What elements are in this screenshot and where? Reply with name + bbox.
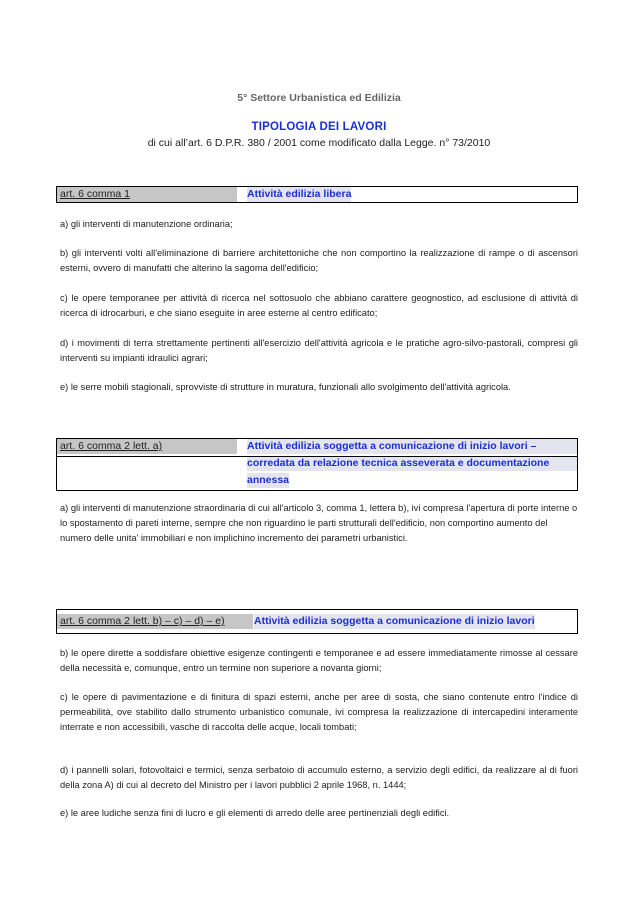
section-1-paragraph-c: c) le opere temporanee per attività di ricerca nel sottosuolo che abbiano carattere geognostico, ad esclusione di attività di ricerca di idrocarburi, e che siano eseguite in aree esterne al centro edificato; [60,293,578,318]
section-3-ref: art. 6 comma 2 lett. b) – c) – d) – e) [60,615,225,627]
section-1-paragraph-e: e) le serre mobili stagionali, sprovviste di strutture in muratura, funzionali allo svolgimento dell'attività agricola. [60,382,511,392]
section-1-title [247,187,351,202]
section-2-rule [57,456,577,457]
section-3-paragraph-c: c) le opere di pavimentazione e di finitura di spazi esterni, anche per aree di sosta, che siano contenute entro l'indice di permeabilità, ove stabilito dallo strumento urbanistico comunale, ivi compresa la realizzazione di intercapedini interamente interrate e non accessibili, vasche di raccolta delle acque, locali tombati; [60,692,578,732]
section-3-header [56,609,578,634]
section-1-ref: art. 6 comma 1 [60,188,131,200]
section-1-title-line: Attività edilizia libera [247,188,352,200]
section-3-ref-cell [57,614,253,629]
section-1-paragraph-a: a) gli interventi di manutenzione ordinaria; [60,219,233,229]
section-2-header [56,438,578,491]
section-2-title-line: Attività edilizia soggetta a comunicazione di inizio lavori – [247,439,577,454]
sector-heading: 5° Settore Urbanistica ed Edilizia [237,92,401,104]
section-3-title [254,614,535,629]
section-3-paragraph-e: e) le aree ludiche senza fini di lucro e gli elementi di arredo delle aree pertinenziali degli edifici. [60,808,450,818]
section-2-title [247,439,577,488]
section-2-title-line: annessa [247,474,290,486]
section-2-ref: art. 6 comma 2 lett. a) [60,440,163,452]
section-3-paragraph-b: b) le opere dirette a soddisfare obiettive esigenze contingenti e temporanee e ad essere immediatamente rimosse al cessare della necessità e, comunque, entro un termine non superiore a novanta giorni; [60,648,578,673]
section-3-paragraph-d: d) i pannelli solari, fotovoltaici e termici, senza serbatoio di accumulo esterno, a servizio degli edifici, da realizzare al di fuori della zona A) di cui al decreto del Ministro per i lavori pubblici 2 aprile 1968, n. 1444; [60,765,578,790]
section-1-paragraph-b: b) gli interventi volti all'eliminazione di barriere architettoniche che non comportino la realizzazione di rampe o di ascensori esterni, ovvero di manufatti che alterino la sagoma dell'edificio; [60,248,578,273]
section-1-paragraph-d: d) i movimenti di terra strettamente pertinenti all'esercizio dell'attività agricola e le pratiche agro-silvo-pastorali, compresi gli interventi su impianti idraulici agrari; [60,338,578,363]
section-2-ref-cell [57,439,237,454]
section-3-title-line: Attività edilizia soggetta a comunicazione di inizio lavori [254,615,535,627]
section-2-paragraph-a: a) gli interventi di manutenzione straordinaria di cui all'articolo 3, comma 1, lettera b), ivi compresa l'apertura di porte interne o lo spostamento di pareti interne, sempre che non riguardino le parti strutturali dell'edificio, non comportino aumento del numero delle unita' immobiliari e non implichino incremento dei parametri urbanistici. [60,503,578,543]
section-1-ref-cell [57,187,237,202]
section-1-header [56,186,578,203]
document-title: TIPOLOGIA DEI LAVORI [251,121,387,133]
section-2-title-line: corredata da relazione tecnica asseverata e documentazione [247,456,577,471]
document-subtitle: di cui all’art. 6 D.P.R. 380 / 2001 come modificato dalla Legge. n° 73/2010 [147,137,491,149]
